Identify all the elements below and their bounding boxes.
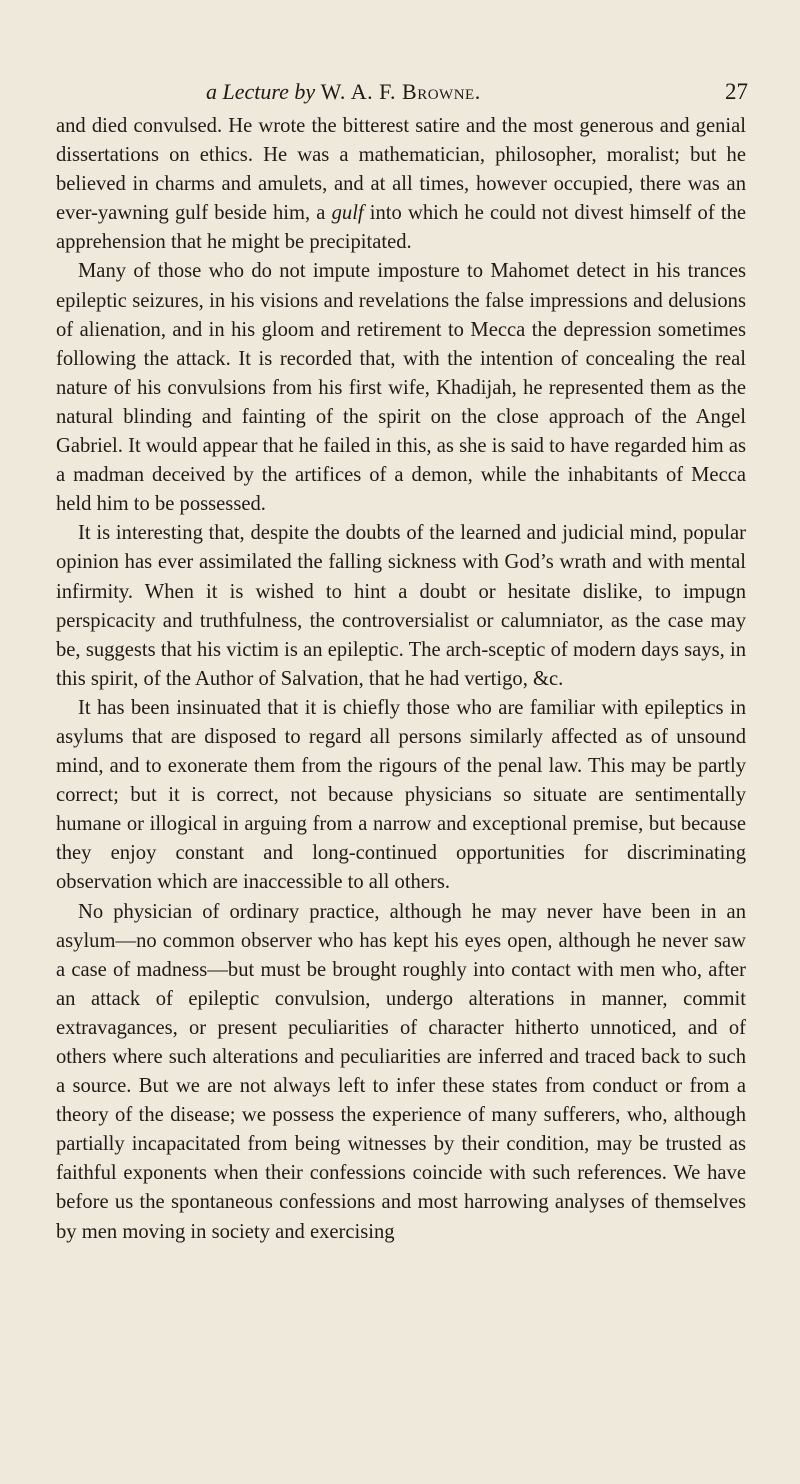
running-title-prefix: a Lecture by bbox=[206, 79, 316, 104]
running-head bbox=[206, 76, 748, 108]
paragraph-4: It has been insinuated that it is chiefly those who are familiar with epileptics in asylums that are disposed to regard all persons similarly affected as of unsound mind, and to exonerate them from the rigours of the penal law. This may be partly correct; but it is correct, not because physicians so situate are sentimentally humane or illogical in arguing from a narrow and exceptional premise, but because they enjoy constant and long-continued opportunities for discriminating observation which are inaccessible to all others. bbox=[56, 696, 746, 894]
paragraph-2: Many of those who do not impute imposture to Mahomet detect in his trances epileptic seizures, in his visions and revelations the false impressions and delusions of alienation, and in his gloom and retirement to Mecca the depression sometimes following the attack. It is recorded that, with the intention of concealing the real nature of his convulsions from his first wife, Khadijah, he represented them as the natural blinding and fainting of the spirit on the close approach of the Angel Gabriel. It would appear that he failed in this, as she is said to have regarded him as a madman deceived by the artifices of a demon, while the inhabitants of Mecca held him to be possessed. bbox=[56, 260, 746, 516]
paragraph-1-after: into which he could not divest himself of the apprehension that he might be precipitated. bbox=[56, 202, 747, 254]
page-number: 27 bbox=[725, 79, 748, 104]
paragraph-1-before: and died convulsed. He wrote the bitterest satire and the most generous and genial dissertations on ethics. He was a mathematician, philosopher, moralist; but he believed in charms and amulets, and at all times, however occupied, there was an ever-yawning gulf beside him, a bbox=[56, 115, 746, 225]
running-title-author: W. A. F. Browne. bbox=[320, 79, 481, 104]
paragraph-5: No physician of ordinary practice, although he may never have been in an asylum—no common observer who has kept his eyes open, although he never saw a case of madness—but must be brought roughly into contact with men who, after an attack of epileptic convulsion, undergo alterations in manner, commit extravagances, or present peculiarities of character hitherto unnoticed, and of others where such alterations and peculiarities are inferred and traced back to such a source. But we are not always left to infer these states from conduct or from a theory of the disease; we possess the experience of many sufferers, who, although partially incapacitated from being witnesses by their condition, may be trusted as faithful exponents when their confessions coincide with such references. We have before us the spontaneous confessions and most harrowing analyses of themselves by men moving in society and exercising bbox=[56, 900, 746, 1243]
paragraph-1-emphasis: gulf bbox=[331, 202, 364, 225]
body-text bbox=[56, 112, 746, 1247]
running-title bbox=[206, 76, 481, 108]
paragraph-1 bbox=[56, 112, 746, 257]
paragraph-3: It is interesting that, despite the doubts of the learned and judicial mind, popular opinion has ever assimilated the falling sickness with God’s wrath and with mental infirmity. When it is wished to hint a doubt or hesitate dislike, to impugn perspicacity and truthfulness, the controversialist or calumniator, as the case may be, suggests that his victim is an epileptic. The arch-sceptic of modern days says, in this spirit, of the Author of Salvation, that he had vertigo, &c. bbox=[56, 522, 746, 690]
